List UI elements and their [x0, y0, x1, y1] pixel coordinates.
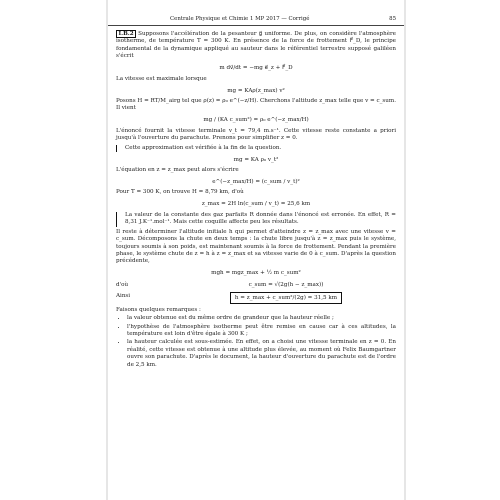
page-shadow-right: [404, 0, 406, 500]
header-title: Centrale Physique et Chimie 1 MP 2017 — Corrigé: [170, 16, 310, 22]
constant-text: La valeur de la constante des gaz parfaits R donnée dans l'énoncé est erronée. En effet, R = 8,31 J.K⁻¹.mol⁻¹. Mais cette coquille affecte peu les résultats.: [125, 211, 396, 226]
page-body: [116, 30, 396, 370]
dou-label: d'où: [116, 281, 129, 288]
enonce-paragraph: L'énoncé fournit la vitesse terminale v_t = 79,4 m.s⁻¹. Cette vitesse reste constante a priori jusqu'à l'ouverture du parachute. Prenons pour simplifier z = 0.: [116, 127, 396, 142]
page-number: 85: [389, 16, 396, 22]
equation-pfd: m dv⃗/dt = −mg e⃗_z + F⃗_D: [219, 65, 293, 72]
equation-csum-row: [116, 281, 396, 289]
pour-t-paragraph: Pour T = 300 K, on trouve H = 8,79 km, d'où: [116, 189, 244, 196]
equation-max: mg = KAρ(z_max) v²: [227, 87, 285, 94]
note-bar-2: [116, 212, 121, 227]
posons-paragraph: Posons H = RT/M_airg tel que ρ(z) = ρ₀ e^(−z/H). Cherchons l'altitude z_max telle que v = c_sum. Il vient: [116, 98, 396, 112]
ainsi-label: Ainsi: [116, 292, 131, 299]
remarks-intro: Faisons quelques remarques :: [116, 306, 201, 313]
equation-exp: e^(−z_max/H) = (c_sum / v_t)²: [212, 178, 300, 185]
equation-h-row: [116, 292, 396, 304]
note-bar: [116, 145, 121, 152]
equation-rho: mg / (KA c_sum²) = ρ₀ e^(−z_max/H): [203, 117, 309, 124]
remarks-list: [116, 315, 396, 369]
equation-csum: c_sum = √(2g(h − z_max)): [248, 281, 324, 288]
question-label: I.B.2: [116, 30, 136, 38]
intro-text: Supposons l'accélération de la pesanteur g⃗ uniforme. De plus, on considère l'atmosphère isotherme, de température T = 300 K. En présence de la force de frottement F⃗_D, le principe fondamental de la dynamique appliqué au sauteur dans le référentiel terrestre supposé galiléen s'écrit: [116, 31, 396, 60]
intro-paragraph: [116, 30, 396, 61]
boxed-result: h = z_max + c_sum²/(2g) = 31,5 km: [230, 292, 342, 304]
equation-energy: mgh = mgz_max + ½ m c_sum²: [211, 270, 301, 277]
header-rule: [108, 25, 404, 26]
z-intro: L'équation en z = z_max peut alors s'écrire: [116, 167, 239, 174]
equation-terminal: mg = KA ρ₀ v_t²: [233, 156, 279, 163]
remark-item: • la hauteur calculée est sous-estimée. En effet, on a choisi une vitesse terminale en z = 0. En réalité, cette vitesse est obtenue à une altitude plus élevée, au moment où Felix Baumgartner ouvre son parachute. D'après le document, la hauteur d'ouverture du parachute est de l'ordre de 2,5 km.: [127, 339, 396, 369]
document-page: [108, 0, 404, 500]
equation-zmax: z_max = 2H ln(c_sum / v_t) = 25,6 km: [201, 201, 311, 208]
constant-note: [116, 212, 396, 227]
remark-item: • l'hypothèse de l'atmosphère isotherme peut être remise en cause car à ces altitudes, la température est loin d'être égale à 300 K ;: [127, 324, 396, 339]
approximation-note: [116, 145, 396, 152]
max-intro: La vitesse est maximale lorsque: [116, 75, 207, 82]
approximation-text: Cette approximation est vérifiée à la fin de la question.: [125, 144, 282, 151]
reste-paragraph: Il reste à déterminer l'altitude initiale h qui permet d'atteindre z = z_max avec une vitesse v = c_sum. Décomposons la chute en deux temps : la chute libre jusqu'à z = z_max puis le système, toujours soumis à son poids, est maintenant soumis à la force de frottement. Pendant la première phase, le système chute de z = h à z = z_max et sa vitesse varie de 0 à c_sum. D'après la question précédente,: [116, 228, 396, 265]
remark-item: • la valeur obtenue est du même ordre de grandeur que la hauteur réelle ;: [127, 315, 396, 322]
